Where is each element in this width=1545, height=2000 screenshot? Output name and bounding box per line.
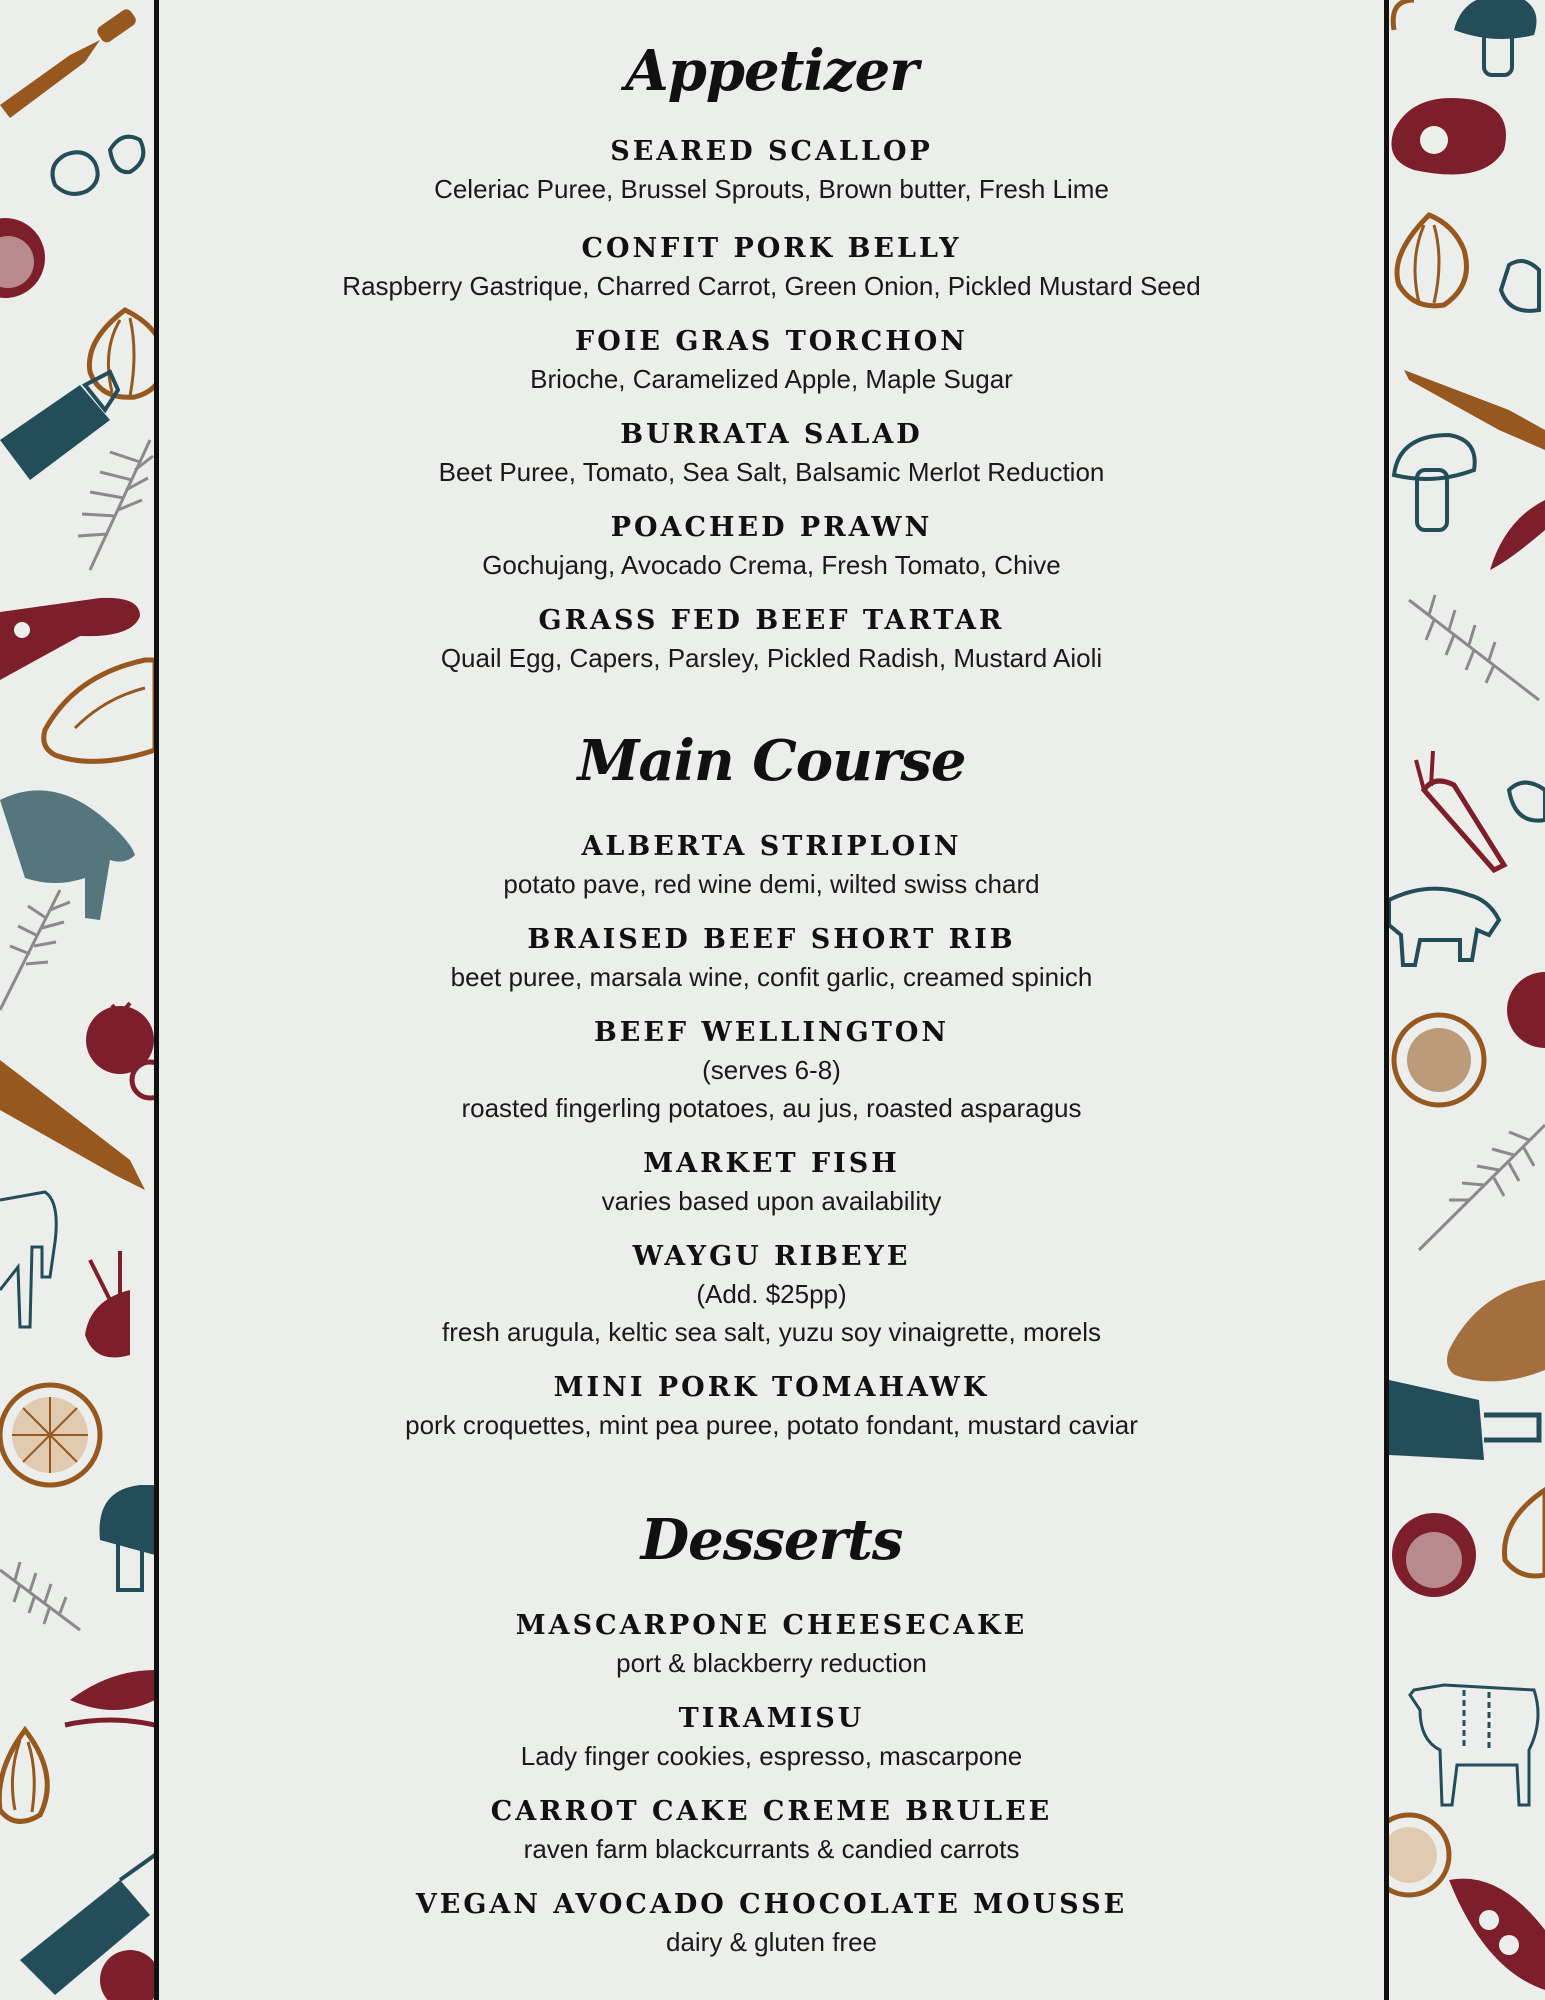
dish-name: SEARED SCALLOP <box>610 136 933 167</box>
radish-icon <box>85 1251 130 1358</box>
lemon-icon <box>0 1385 100 1485</box>
garlic-icon <box>53 137 144 194</box>
menu-panel <box>159 0 1384 2000</box>
cleaver-icon <box>1389 1380 1539 1460</box>
pig-icon <box>0 790 135 920</box>
dish-description: Lady finger cookies, espresso, mascarpone <box>520 1741 1023 1771</box>
dish-description: roasted fingerling potatoes, au jus, roasted asparagus <box>461 1093 1082 1123</box>
dish-name: VEGAN AVOCADO CHOCOLATE MOUSSE <box>415 1889 1128 1920</box>
left-border-illustrations <box>0 0 155 2000</box>
steak-icon <box>1447 1280 1545 1381</box>
dish-description: potato pave, red wine demi, wilted swiss chard <box>503 869 1040 899</box>
dish-name: MINI PORK TOMAHAWK <box>553 1372 990 1403</box>
dish-description: Quail Egg, Capers, Parsley, Pickled Radish, Mustard Aioli <box>440 643 1103 673</box>
onion-icon <box>89 310 155 397</box>
lemon-icon <box>1394 1015 1484 1105</box>
mushroom-icon <box>100 1485 156 1590</box>
dish-description: raven farm blackcurrants & candied carrots <box>523 1834 1020 1864</box>
section-title-desserts: Desserts <box>640 1507 903 1573</box>
rosemary-icon <box>1419 1125 1545 1250</box>
onion-icon <box>1397 215 1467 306</box>
dish-description: port & blackberry reduction <box>616 1648 927 1678</box>
onion-icon <box>1505 1490 1545 1576</box>
pig-icon <box>1389 889 1499 965</box>
dish-name: CARROT CAKE CREME BRULEE <box>490 1796 1053 1827</box>
garlic-icon <box>1501 261 1539 311</box>
dish-description: Beet Puree, Tomato, Sea Salt, Balsamic Merlot Reduction <box>438 457 1105 487</box>
onion-icon <box>0 1730 47 1821</box>
dish-name: FOIE GRAS TORCHON <box>575 326 968 357</box>
cleaver-icon <box>20 1855 155 2000</box>
rosemary-icon <box>0 1562 80 1630</box>
tomato-icon <box>1507 972 1545 1048</box>
mushroom-icon <box>1393 0 1536 75</box>
dish-description: varies based upon availability <box>601 1186 942 1216</box>
dish-description: pork croquettes, mint pea puree, potato fondant, mustard caviar <box>405 1410 1138 1440</box>
dish-name: TIRAMISU <box>678 1703 865 1734</box>
pea-pod-icon <box>65 1670 155 1725</box>
dish-description: fresh arugula, keltic sea salt, yuzu soy vinaigrette, morels <box>442 1317 1101 1347</box>
dish-note: (serves 6-8) <box>702 1055 841 1085</box>
dish-name: BURRATA SALAD <box>620 419 923 450</box>
dish-description: Brioche, Caramelized Apple, Maple Sugar <box>530 364 1013 394</box>
steak-icon <box>44 660 155 761</box>
dish-name: ALBERTA STRIPLOIN <box>581 831 962 862</box>
dish-description: beet puree, marsala wine, confit garlic, creamed spinich <box>450 962 1093 992</box>
rosemary-icon <box>78 440 153 570</box>
rosemary-icon <box>1409 595 1539 700</box>
dish-description: dairy & gluten free <box>665 1927 877 1957</box>
section-title-main-course: Main Course <box>577 728 966 794</box>
cow-icon <box>0 1192 56 1327</box>
garlic-icon <box>1509 783 1545 821</box>
rosemary-icon <box>0 890 70 1010</box>
dish-name: WAYGU RIBEYE <box>632 1241 911 1272</box>
knife-icon <box>0 7 138 118</box>
carrot-icon <box>1416 751 1504 870</box>
dish-note: (Add. $25pp) <box>696 1279 847 1309</box>
tomato-icon <box>86 1003 155 1098</box>
tomato-icon <box>1392 1513 1476 1597</box>
dish-name: MASCARPONE CHEESECAKE <box>515 1610 1028 1641</box>
right-border-illustrations <box>1389 0 1545 2000</box>
pea-pod-icon <box>1449 1879 1545 1990</box>
dish-name: CONFIT PORK BELLY <box>581 233 962 264</box>
dish-name: BRAISED BEEF SHORT RIB <box>527 924 1016 955</box>
knife-icon <box>0 1060 145 1190</box>
cow-icon <box>1410 1685 1538 1805</box>
tomato-icon <box>0 218 45 298</box>
mushroom-icon <box>1394 435 1475 530</box>
dish-name: POACHED PRAWN <box>610 512 933 543</box>
dish-description: Gochujang, Avocado Crema, Fresh Tomato, Chive <box>482 550 1061 580</box>
dish-name: MARKET FISH <box>643 1148 900 1179</box>
dish-description: Celeriac Puree, Brussel Sprouts, Brown butter, Fresh Lime <box>434 174 1109 204</box>
dish-name: BEEF WELLINGTON <box>593 1017 950 1048</box>
section-title-appetizer: Appetizer <box>625 38 918 104</box>
right-decorative-border <box>1389 0 1545 2000</box>
lemon-icon <box>1389 1815 1449 1895</box>
steak-icon <box>1392 98 1507 175</box>
chili-icon <box>1490 500 1545 570</box>
dish-name: GRASS FED BEEF TARTAR <box>538 605 1005 636</box>
left-decorative-border <box>0 0 155 2000</box>
dish-description: Raspberry Gastrique, Charred Carrot, Green Onion, Pickled Mustard Seed <box>342 271 1201 301</box>
